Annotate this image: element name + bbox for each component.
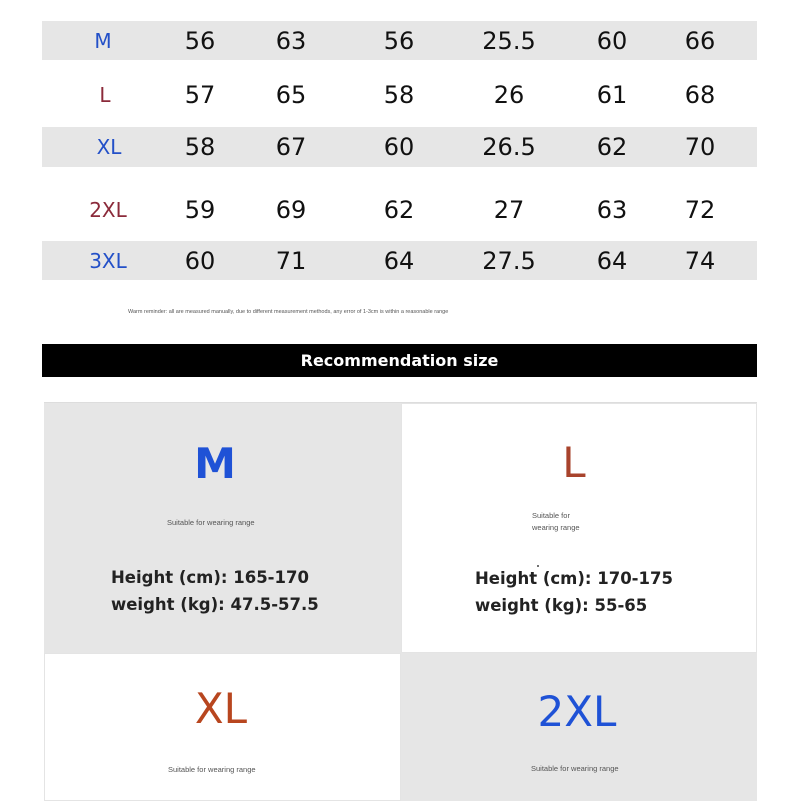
size-heading: 2XL bbox=[537, 687, 617, 736]
table-cell: 68 bbox=[684, 81, 716, 109]
table-cell: 60 bbox=[184, 246, 216, 275]
size-heading: XL bbox=[194, 684, 248, 733]
table-cell: 26.5 bbox=[482, 133, 536, 161]
table-cell: 56 bbox=[383, 26, 415, 55]
height-range: Height (cm): 170-175 bbox=[475, 569, 673, 588]
table-cell: 74 bbox=[684, 246, 716, 275]
table-cell: 62 bbox=[383, 196, 415, 224]
table-cell: 63 bbox=[275, 26, 307, 55]
table-row bbox=[42, 241, 757, 280]
suitable-label bbox=[532, 510, 580, 534]
table-cell: 60 bbox=[596, 26, 628, 55]
suitable-line: wearing range bbox=[532, 523, 580, 532]
table-cell: 72 bbox=[684, 196, 716, 224]
size-label: L bbox=[99, 83, 111, 107]
table-cell: 69 bbox=[275, 196, 307, 224]
weight-range: weight (kg): 55-65 bbox=[475, 596, 648, 615]
suitable-label: Suitable for wearing range bbox=[167, 518, 255, 527]
table-cell: 67 bbox=[275, 133, 307, 161]
size-heading: L bbox=[562, 438, 586, 487]
weight-range: weight (kg): 47.5-57.5 bbox=[111, 595, 319, 614]
recommendation-banner bbox=[42, 344, 757, 377]
table-row bbox=[42, 72, 757, 118]
table-cell: 26 bbox=[493, 81, 525, 109]
size-label: 2XL bbox=[89, 198, 127, 222]
table-cell: 62 bbox=[596, 133, 628, 161]
suitable-line: Suitable for bbox=[532, 511, 570, 520]
table-cell: 27 bbox=[493, 196, 525, 224]
size-label: XL bbox=[96, 135, 122, 159]
table-row bbox=[42, 127, 757, 167]
size-heading: M bbox=[194, 439, 236, 488]
table-cell: 58 bbox=[184, 133, 216, 161]
table-cell: 61 bbox=[596, 81, 628, 109]
table-cell: 27.5 bbox=[482, 246, 536, 275]
table-row bbox=[42, 21, 757, 60]
suitable-label: Suitable for wearing range bbox=[531, 764, 619, 773]
table-cell: 57 bbox=[184, 81, 216, 109]
table-cell: 66 bbox=[684, 26, 716, 55]
height-range: Height (cm): 165-170 bbox=[111, 568, 309, 587]
banner-title: Recommendation size bbox=[300, 351, 499, 370]
suitable-label: Suitable for wearing range bbox=[168, 765, 256, 774]
size-label: M bbox=[94, 28, 112, 53]
table-cell: 64 bbox=[383, 246, 415, 275]
table-cell: 56 bbox=[184, 26, 216, 55]
table-cell: 59 bbox=[184, 196, 216, 224]
table-cell: 65 bbox=[275, 81, 307, 109]
recommendation-card-l bbox=[401, 403, 757, 653]
recommendation-grid bbox=[44, 402, 757, 801]
recommendation-card-xl bbox=[44, 653, 401, 801]
table-cell: 25.5 bbox=[482, 26, 536, 55]
table-cell: 71 bbox=[275, 246, 307, 275]
size-label: 3XL bbox=[89, 248, 127, 273]
table-row bbox=[42, 188, 757, 232]
table-cell: 60 bbox=[383, 133, 415, 161]
table-cell: 58 bbox=[383, 81, 415, 109]
recommendation-card-2xl bbox=[401, 653, 757, 801]
table-cell: 64 bbox=[596, 246, 628, 275]
measurement-note: Warm reminder: all are measured manually, due to different measurement methods, any error of 1-3cm is within a reasonable range bbox=[128, 309, 449, 315]
recommendation-card-m bbox=[44, 403, 401, 653]
table-cell: 70 bbox=[684, 133, 716, 161]
table-cell: 63 bbox=[596, 196, 628, 224]
